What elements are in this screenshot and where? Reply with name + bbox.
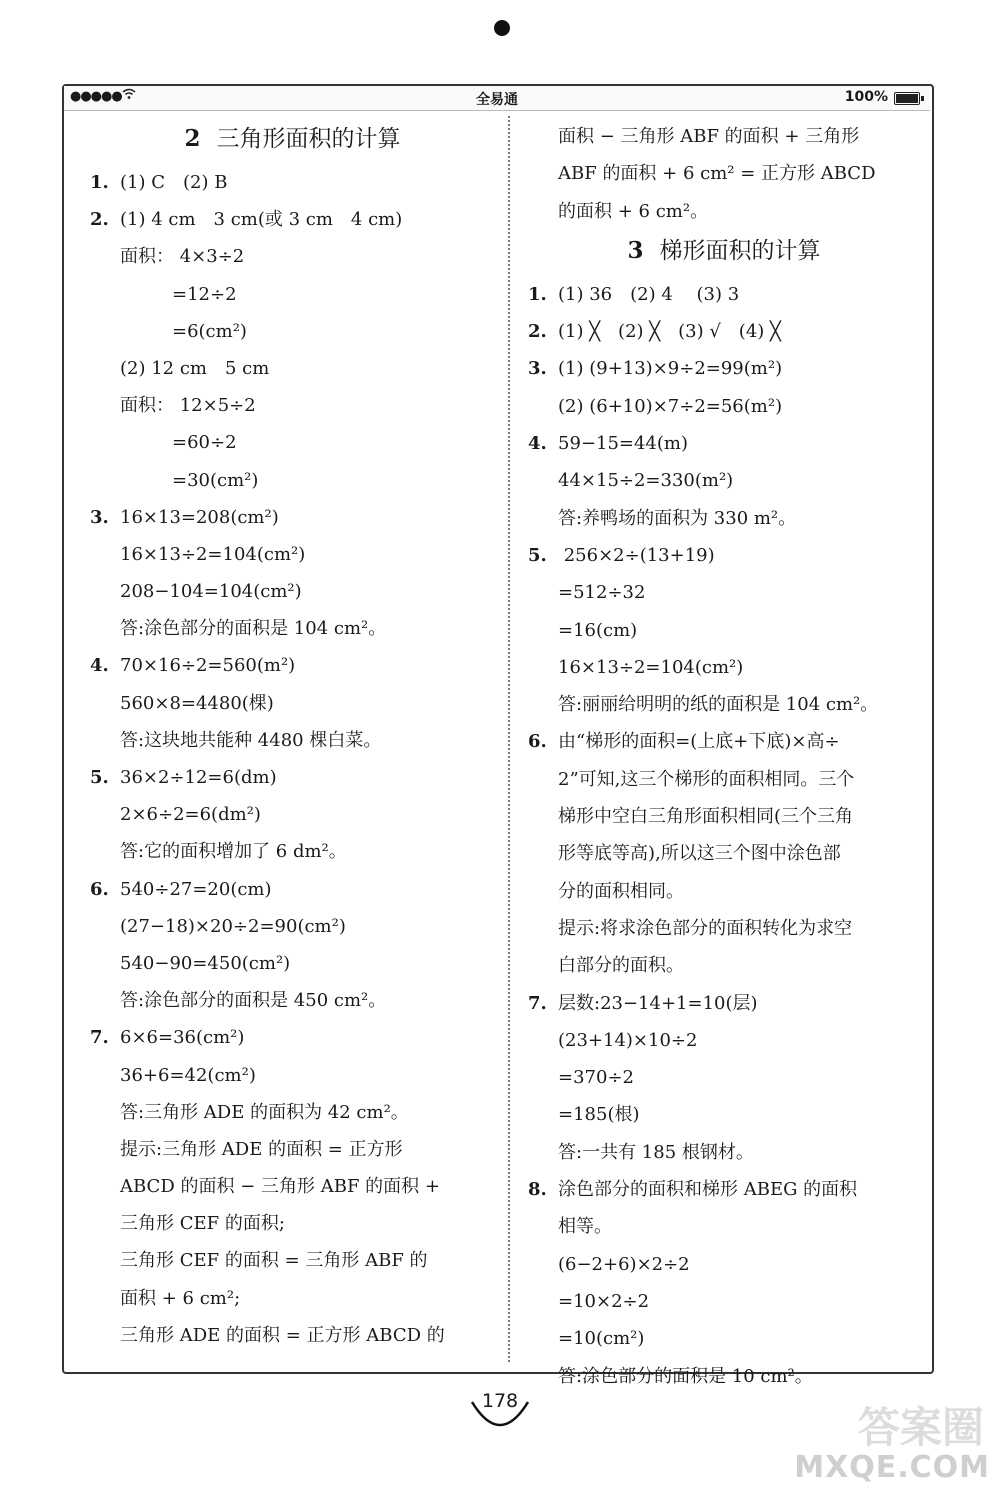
question-number: 4. — [90, 655, 109, 677]
answer-text: =30(cm²) — [172, 469, 259, 491]
question-number: 5. — [528, 544, 547, 566]
answer-line — [90, 685, 495, 722]
answer-line — [528, 118, 920, 155]
answer-line — [90, 276, 495, 313]
answer-text: (1) 36 (2) 4 (3) 3 — [558, 283, 740, 305]
answer-line — [528, 1171, 920, 1208]
answer-line — [90, 833, 495, 870]
answer-line — [90, 164, 495, 201]
page-number-area — [440, 1368, 560, 1438]
answer-line — [528, 388, 920, 425]
answer-line — [90, 647, 495, 684]
answer-line — [528, 612, 920, 649]
answer-text: 答:涂色部分的面积是 104 cm²。 — [120, 618, 387, 640]
answer-text: 面积 − 三角形 ABF 的面积 + 三角形 — [558, 126, 860, 147]
answer-text: (2) 12 cm 5 cm — [120, 357, 270, 379]
watermark-chars: 答案圈 — [857, 1403, 984, 1452]
answer-line — [90, 1094, 495, 1131]
answer-text: 答:涂色部分的面积是 450 cm²。 — [120, 990, 387, 1012]
answer-text: 44×15÷2=330(m²) — [558, 470, 734, 492]
answer-text: 提示:三角形 ADE 的面积 = 正方形 — [120, 1138, 403, 1160]
answer-text: =6(cm²) — [172, 320, 247, 342]
answer-text: 16×13÷2=104(cm²) — [120, 543, 306, 565]
answer-line — [528, 193, 920, 230]
answer-line — [528, 1283, 920, 1320]
answer-text: 540−90=450(cm²) — [120, 952, 291, 974]
question-number: 3. — [90, 506, 109, 528]
watermark-site: MXQE.COM — [794, 1450, 990, 1485]
left-column — [90, 118, 495, 1354]
signal-icon: ●●●●● — [70, 89, 122, 104]
right-column — [528, 118, 920, 1395]
answer-line — [90, 1168, 495, 1205]
answer-text: (1) (9+13)×9÷2=99(m²) — [558, 358, 783, 380]
answer-line — [528, 1096, 920, 1133]
answer-text: 答:丽丽给明明的纸的面积是 104 cm²。 — [558, 694, 879, 716]
answer-text: =370÷2 — [558, 1067, 634, 1089]
answer-line — [90, 424, 495, 461]
answer-line — [528, 1320, 920, 1357]
answer-line — [90, 462, 495, 499]
answer-line — [528, 723, 920, 760]
answer-line — [90, 1019, 495, 1056]
section-title-3 — [528, 230, 920, 272]
question-number: 8. — [528, 1179, 547, 1201]
answer-line — [528, 910, 920, 947]
answer-text: 层数:23−14+1=10(层) — [558, 992, 758, 1014]
question-number: 5. — [90, 767, 109, 788]
answer-line — [528, 350, 920, 387]
section-number: 2 — [184, 125, 201, 152]
battery-icon — [894, 92, 920, 105]
question-number: 7. — [90, 1027, 109, 1049]
section-heading: 三角形面积的计算 — [216, 126, 401, 152]
answer-text: 的面积 + 6 cm²。 — [558, 200, 709, 222]
answer-line — [90, 908, 495, 945]
answer-text: 答:一共有 185 根钢材。 — [558, 1141, 754, 1163]
question-number: 2. — [90, 209, 109, 231]
answer-text: 相等。 — [558, 1216, 612, 1238]
answer-line — [90, 871, 495, 908]
answer-line — [90, 350, 495, 387]
answer-text: 16×13=208(cm²) — [120, 506, 279, 528]
battery-level: 100% — [844, 89, 888, 105]
answer-text: 2×6÷2=6(dm²) — [120, 804, 261, 826]
answer-text: ABCD 的面积 − 三角形 ABF 的面积 + — [120, 1176, 440, 1198]
answer-text: 面积： 12×5÷2 — [120, 395, 256, 417]
answer-line — [90, 573, 495, 610]
answer-line — [90, 982, 495, 1019]
page-number: 178 — [481, 1390, 519, 1412]
answer-line — [528, 425, 920, 462]
answer-text: 36×2÷12=6(dm) — [120, 767, 277, 788]
answer-line — [90, 536, 495, 573]
answer-text: 16×13÷2=104(cm²) — [558, 656, 744, 678]
answer-line — [528, 1208, 920, 1245]
answer-text: 59−15=44(m) — [558, 433, 688, 455]
left-answer-lines — [90, 164, 495, 1354]
answer-line — [528, 835, 920, 872]
answer-line — [528, 500, 920, 537]
status-bar — [64, 86, 930, 111]
section-title-2 — [90, 118, 495, 160]
question-number: 7. — [528, 992, 547, 1014]
answer-line — [528, 1246, 920, 1283]
answer-text: 36+6=42(cm²) — [120, 1064, 256, 1086]
answer-line — [528, 155, 920, 192]
answer-text: 白部分的面积。 — [558, 955, 684, 977]
answer-text: =185(根) — [558, 1104, 640, 1126]
answer-text: (6−2+6)×2÷2 — [558, 1253, 690, 1275]
answer-line — [90, 1057, 495, 1094]
answer-text: (1) 4 cm 3 cm(或 3 cm 4 cm) — [120, 209, 403, 231]
answer-text: 涂色部分的面积和梯形 ABEG 的面积 — [558, 1179, 858, 1201]
answer-text: ABF 的面积 + 6 cm² = 正方形 ABCD — [558, 163, 876, 185]
answer-line — [528, 537, 920, 574]
answer-text: 560×8=4480(棵) — [120, 692, 274, 714]
answer-line — [528, 985, 920, 1022]
question-number: 2. — [528, 321, 547, 343]
question-number: 4. — [528, 433, 547, 455]
answer-text: 三角形 CEF 的面积 = 三角形 ABF 的 — [120, 1250, 428, 1272]
answer-line — [528, 574, 920, 611]
answer-text: 540÷27=20(cm) — [120, 878, 272, 900]
answer-text: 由“梯形的面积=(上底+下底)×高÷ — [558, 731, 840, 753]
answer-line — [528, 761, 920, 798]
answer-text: 答:这块地共能种 4480 棵白菜。 — [120, 729, 382, 751]
answer-text: 面积 + 6 cm²; — [120, 1287, 241, 1309]
answer-line — [90, 499, 495, 536]
answer-text: 梯形中空白三角形面积相同(三个三角 — [558, 806, 854, 828]
question-number: 6. — [528, 731, 547, 753]
answer-text: =10×2÷2 — [558, 1290, 650, 1312]
answer-line — [90, 238, 495, 275]
answer-text: (1) C (2) B — [120, 172, 228, 193]
answer-line — [90, 313, 495, 350]
answer-line — [528, 1358, 920, 1395]
answer-text: 6×6=36(cm²) — [120, 1027, 245, 1049]
answer-line — [90, 201, 495, 238]
answer-line — [90, 796, 495, 833]
answer-text: =16(cm) — [558, 619, 638, 641]
answer-line — [528, 649, 920, 686]
section-heading: 梯形面积的计算 — [659, 237, 821, 264]
answer-line — [90, 1317, 495, 1354]
question-number: 1. — [90, 172, 109, 193]
answer-line — [528, 1134, 920, 1171]
right-answer-lines — [528, 276, 920, 1395]
answer-text: 三角形 CEF 的面积; — [120, 1213, 285, 1235]
answer-text: (2) (6+10)×7÷2=56(m²) — [558, 395, 783, 417]
answer-line — [528, 686, 920, 723]
answer-text: 答:它的面积增加了 6 dm²。 — [120, 841, 347, 863]
answer-text: 面积： 4×3÷2 — [120, 246, 245, 268]
answer-line — [528, 798, 920, 835]
answer-text: =512÷32 — [558, 582, 646, 604]
answer-line — [528, 462, 920, 499]
answer-line — [90, 1242, 495, 1279]
answer-text: 答:三角形 ADE 的面积为 42 cm²。 — [120, 1101, 409, 1123]
answer-line — [90, 945, 495, 982]
question-number: 3. — [528, 358, 547, 380]
answer-text: 答:养鸭场的面积为 330 m²。 — [558, 507, 797, 529]
answer-line — [90, 387, 495, 424]
right-continuation-lines — [528, 118, 920, 230]
answer-text: 70×16÷2=560(m²) — [120, 655, 296, 677]
status-title: 全易通 — [476, 92, 518, 108]
answer-line — [90, 610, 495, 647]
answer-text: (23+14)×10÷2 — [558, 1029, 698, 1051]
answer-line — [528, 313, 920, 350]
question-number: 6. — [90, 878, 109, 900]
answer-text: 提示:将求涂色部分的面积转化为求空 — [558, 917, 853, 939]
answer-line — [528, 873, 920, 910]
question-number: 1. — [528, 283, 547, 305]
answer-text: =60÷2 — [172, 432, 237, 454]
watermark — [794, 1395, 990, 1485]
answer-text: =10(cm²) — [558, 1328, 645, 1350]
answer-line — [528, 947, 920, 984]
answer-line — [528, 1022, 920, 1059]
camera-dot — [494, 20, 510, 36]
answer-line — [90, 1131, 495, 1168]
answer-text: 形等底等高),所以这三个图中涂色部 — [558, 843, 841, 865]
answer-text: (1) ╳ (2) ╳ (3) √ (4) ╳ — [558, 321, 781, 343]
answer-text: 分的面积相同。 — [558, 880, 684, 902]
answer-line — [90, 1280, 495, 1317]
answer-line — [90, 759, 495, 796]
answer-text: (27−18)×20÷2=90(cm²) — [120, 915, 346, 937]
answer-text: =12÷2 — [172, 283, 237, 305]
answer-line — [528, 1059, 920, 1096]
column-divider — [508, 116, 510, 1362]
answer-text: 三角形 ADE 的面积 = 正方形 ABCD 的 — [120, 1324, 445, 1346]
answer-text: 256×2÷(13+19) — [558, 544, 715, 566]
answer-text: 答:涂色部分的面积是 10 cm²。 — [558, 1365, 813, 1387]
answer-line — [528, 276, 920, 313]
answer-line — [90, 1205, 495, 1242]
answer-line — [90, 722, 495, 759]
answer-text: 208−104=104(cm²) — [120, 581, 302, 603]
section-number: 3 — [627, 236, 644, 264]
answer-text: 2”可知,这三个梯形的面积相同。三个 — [558, 768, 855, 790]
